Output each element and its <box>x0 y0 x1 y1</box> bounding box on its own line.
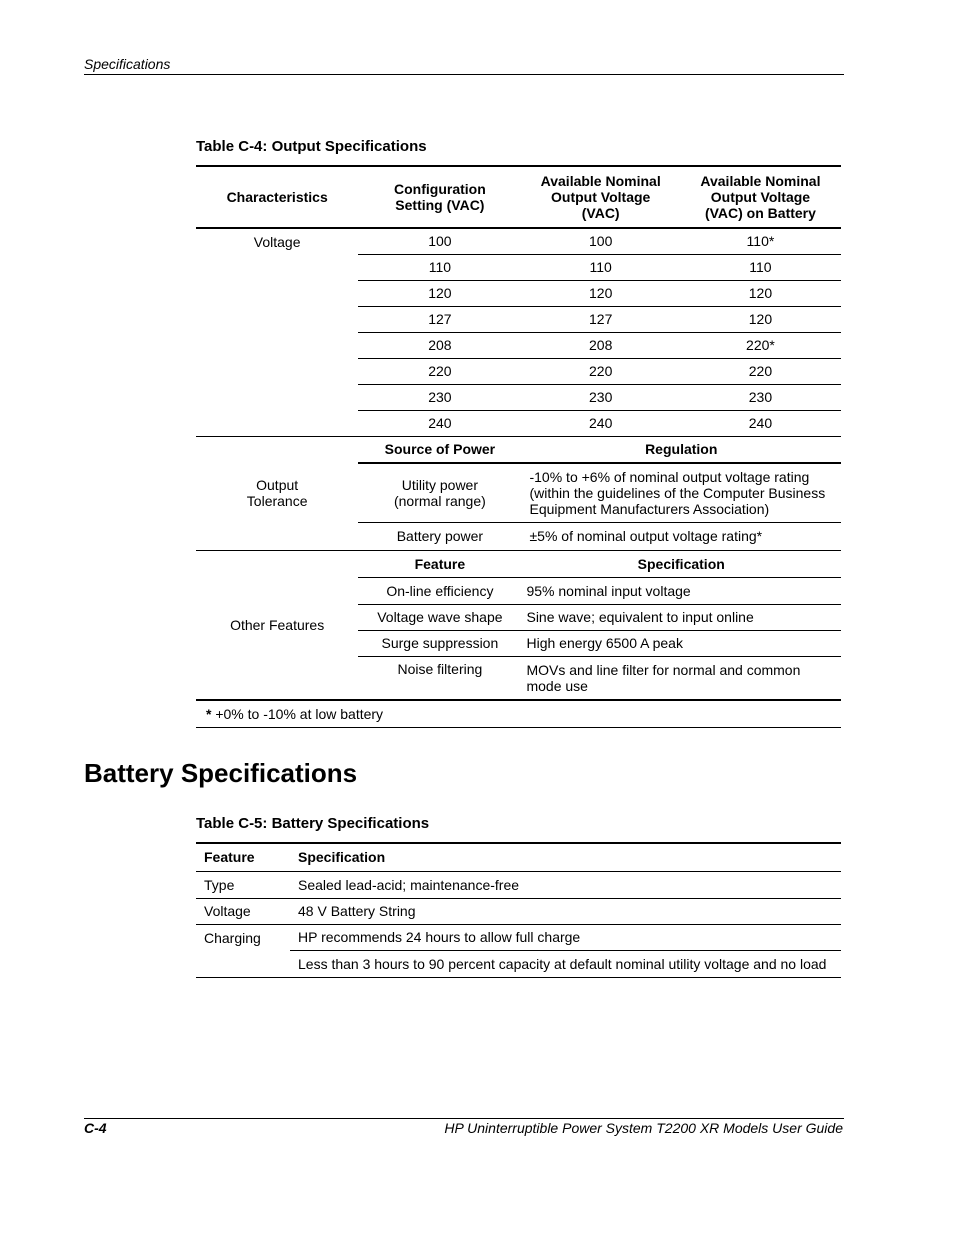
feature-header: Feature <box>196 843 290 871</box>
avail-cell: 127 <box>521 306 679 332</box>
output-tolerance-label: Output Tolerance <box>196 436 358 550</box>
table-row <box>196 228 841 254</box>
table-row <box>196 950 841 977</box>
battery-cell: 220* <box>680 332 841 358</box>
col-characteristics: Characteristics <box>196 166 358 228</box>
source-of-power-header: Source of Power <box>358 436 521 463</box>
avail-cell: 100 <box>521 228 679 254</box>
spec-cell: Sealed lead-acid; maintenance-free <box>290 871 841 898</box>
feature-cell: Surge suppression <box>358 630 521 656</box>
page-number: C-4 <box>84 1120 107 1136</box>
spec-cell: 48 V Battery String <box>290 898 841 924</box>
specification-header: Specification <box>521 550 841 577</box>
source-cell: Utility power (normal range) <box>358 463 521 522</box>
col-config-setting: Configuration Setting (VAC) <box>358 166 521 228</box>
table-row <box>196 924 841 950</box>
document-title: HP Uninterruptible Power System T2200 XR Models User Guide <box>444 1120 843 1136</box>
source-cell: Battery power <box>358 522 521 550</box>
config-cell: 100 <box>358 228 521 254</box>
avail-cell: 120 <box>521 280 679 306</box>
feature-cell: Type <box>196 871 290 898</box>
other-features-label: Other Features <box>196 550 358 700</box>
battery-cell: 220 <box>680 358 841 384</box>
output-specifications-table <box>196 165 841 728</box>
col-available-on-battery: Available Nominal Output Voltage (VAC) on Battery <box>680 166 841 228</box>
config-cell: 208 <box>358 332 521 358</box>
spec-cell: MOVs and line filter for normal and common mode use <box>521 656 841 700</box>
footnote: * +0% to -10% at low battery <box>196 700 841 727</box>
spec-cell: High energy 6500 A peak <box>521 630 841 656</box>
feature-cell: Noise filtering <box>358 656 521 700</box>
config-cell: 230 <box>358 384 521 410</box>
battery-cell: 230 <box>680 384 841 410</box>
spec-cell: HP recommends 24 hours to allow full charge <box>290 924 841 950</box>
avail-cell: 230 <box>521 384 679 410</box>
battery-cell: 110 <box>680 254 841 280</box>
feature-cell: Voltage <box>196 898 290 924</box>
table-header-row <box>196 166 841 228</box>
config-cell: 220 <box>358 358 521 384</box>
regulation-cell: -10% to +6% of nominal output voltage rating (within the guidelines of the Computer Business Equipment Manufacturers Association) <box>521 463 841 522</box>
section-title: Battery Specifications <box>84 758 358 788</box>
config-cell: 110 <box>358 254 521 280</box>
battery-cell: 120 <box>680 280 841 306</box>
battery-cell: 240 <box>680 410 841 436</box>
col-available-output: Available Nominal Output Voltage (VAC) <box>521 166 679 228</box>
config-cell: 240 <box>358 410 521 436</box>
battery-cell: 110* <box>680 228 841 254</box>
battery-table-caption: Table C-5: Battery Specifications <box>196 815 430 832</box>
spec-cell: Less than 3 hours to 90 percent capacity at default nominal utility voltage and no load <box>290 950 841 977</box>
specification-header: Specification <box>290 843 841 871</box>
avail-cell: 240 <box>521 410 679 436</box>
config-cell: 127 <box>358 306 521 332</box>
avail-cell: 110 <box>521 254 679 280</box>
avail-cell: 220 <box>521 358 679 384</box>
battery-specifications-table <box>196 842 841 978</box>
table-row <box>196 871 841 898</box>
footer-rule <box>84 1118 844 1119</box>
tolerance-header-row <box>196 436 841 463</box>
avail-cell: 208 <box>521 332 679 358</box>
regulation-cell: ±5% of nominal output voltage rating* <box>521 522 841 550</box>
table-header-row <box>196 843 841 871</box>
footnote-row <box>196 700 841 727</box>
header-rule <box>84 74 844 75</box>
feature-cell: Voltage wave shape <box>358 604 521 630</box>
spec-cell: 95% nominal input voltage <box>521 577 841 604</box>
spec-cell: Sine wave; equivalent to input online <box>521 604 841 630</box>
table-row <box>196 898 841 924</box>
feature-cell: Charging <box>196 924 290 977</box>
feature-header: Feature <box>358 550 521 577</box>
features-header-row <box>196 550 841 577</box>
output-table-caption: Table C-4: Output Specifications <box>196 138 427 155</box>
running-header: Specifications <box>84 56 171 72</box>
voltage-label: Voltage <box>196 228 358 436</box>
feature-cell: On-line efficiency <box>358 577 521 604</box>
battery-cell: 120 <box>680 306 841 332</box>
config-cell: 120 <box>358 280 521 306</box>
regulation-header: Regulation <box>521 436 841 463</box>
